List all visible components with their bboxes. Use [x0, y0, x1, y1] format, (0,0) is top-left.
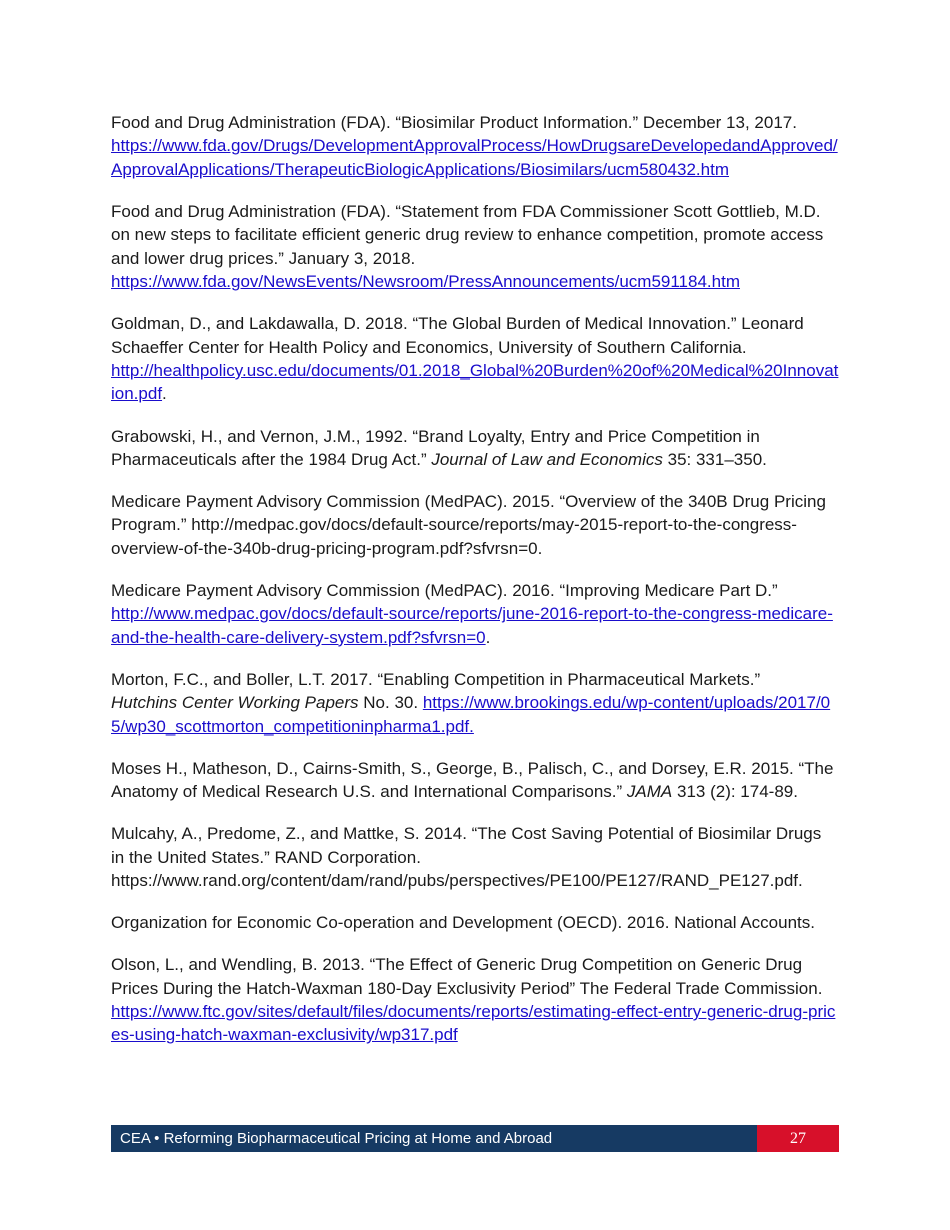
reference-item [111, 911, 839, 934]
page-footer [111, 1125, 839, 1152]
reference-url-text: https://www.rand.org/content/dam/rand/pubs/perspectives/PE100/PE127/RAND_PE127.pdf. [111, 871, 803, 891]
reference-suffix: . [162, 384, 167, 404]
reference-item [111, 953, 839, 1047]
reference-link[interactable]: http://healthpolicy.usc.edu/documents/01.2018_Global%20Burden%20of%20Medical%20Innovation.pdf [111, 361, 839, 404]
reference-suffix: 313 (2): 174-89. [677, 782, 798, 802]
reference-link[interactable]: http://www.medpac.gov/docs/default-source/reports/june-2016-report-to-the-congress-medicare-and-the-health-care-delivery-system.pdf?sfvrsn=0 [111, 604, 833, 647]
reference-text: Medicare Payment Advisory Commission (MedPAC). 2016. “Improving Medicare Part D.” [111, 580, 778, 600]
page-number: 27 [757, 1125, 839, 1152]
reference-text: Food and Drug Administration (FDA). “Biosimilar Product Information.” December 13, 2017. [111, 113, 797, 132]
reference-text: Mulcahy, A., Predome, Z., and Mattke, S. 2014. “The Cost Saving Potential of Biosimilar Drugs in the United States.” RAND Corporation. [111, 824, 822, 867]
reference-link[interactable]: https://www.fda.gov/NewsEvents/Newsroom/PressAnnouncements/ucm591184.htm [111, 272, 740, 292]
reference-item [111, 490, 839, 560]
reference-item [111, 425, 839, 472]
footer-title: CEA • Reforming Biopharmaceutical Pricing at Home and Abroad [111, 1125, 757, 1152]
reference-text: Olson, L., and Wendling, B. 2013. “The Effect of Generic Drug Competition on Generic Drug Prices During the Hatch-Waxman 180-Day Exclusivity Period” The Federal Trade Commission. [111, 955, 823, 998]
reference-text: Organization for Economic Co-operation and Development (OECD). 2016. National Accounts. [111, 913, 815, 933]
reference-text: Grabowski, H., and Vernon, J.M., 1992. “Brand Loyalty, Entry and Price Competition in Pharmaceuticals after the 1984 Drug Act.” [111, 426, 760, 469]
reference-item [111, 312, 839, 406]
reference-text: Morton, F.C., and Boller, L.T. 2017. “Enabling Competition in Pharmaceutical Markets.” [111, 669, 761, 689]
reference-list [111, 111, 839, 1066]
journal-title: Journal of Law and Economics [431, 449, 663, 469]
reference-suffix: . [485, 627, 491, 647]
reference-text: Medicare Payment Advisory Commission (MedPAC). 2015. “Overview of the 340B Drug Pricing Program.” http://medpac.gov/docs/default-source/reports/may-2015-report-to-the-congress-overview-of-the-340b-drug-pricing-program.pdf?sfvrsn=0. [111, 492, 826, 558]
journal-title: JAMA [626, 782, 673, 802]
reference-item [111, 822, 839, 892]
reference-item [111, 668, 839, 738]
reference-item [111, 757, 839, 804]
reference-text: Goldman, D., and Lakdawalla, D. 2018. “The Global Burden of Medical Innovation.” Leonard Schaeffer Center for Health Policy and Economics, University of Southern California. [111, 314, 804, 357]
reference-item [111, 111, 839, 181]
reference-link[interactable]: https://www.ftc.gov/sites/default/files/documents/reports/estimating-effect-entry-generic-drug-prices-using-hatch-waxman-exclusivity/wp317.pdf [111, 1002, 836, 1045]
reference-link[interactable]: https://www.brookings.edu/wp-content/uploads/2017/05/wp30_scottmorton_competitioninpharma1.pdf. [111, 693, 831, 736]
reference-text: Moses H., Matheson, D., Cairns-Smith, S., George, B., Palisch, C., and Dorsey, E.R. 2015. “The Anatomy of Medical Research U.S. and International Comparisons.” [111, 758, 834, 802]
reference-number: No. 30. [363, 693, 419, 713]
reference-suffix: 35: 331–350. [667, 449, 767, 469]
reference-item [111, 579, 839, 649]
reference-link[interactable]: https://www.fda.gov/Drugs/DevelopmentApprovalProcess/HowDrugsareDevelopedandApproved/ApprovalApplications/TherapeuticBiologicApplications/Biosimilars/ucm580432.htm [111, 136, 838, 179]
reference-item [111, 200, 839, 294]
reference-text: Food and Drug Administration (FDA). “Statement from FDA Commissioner Scott Gottlieb, M.D. on new steps to facilitate efficient generic drug review to enhance competition, promote access and lower drug prices.” January 3, 2018. [111, 201, 824, 268]
journal-title: Hutchins Center Working Papers [111, 693, 359, 713]
